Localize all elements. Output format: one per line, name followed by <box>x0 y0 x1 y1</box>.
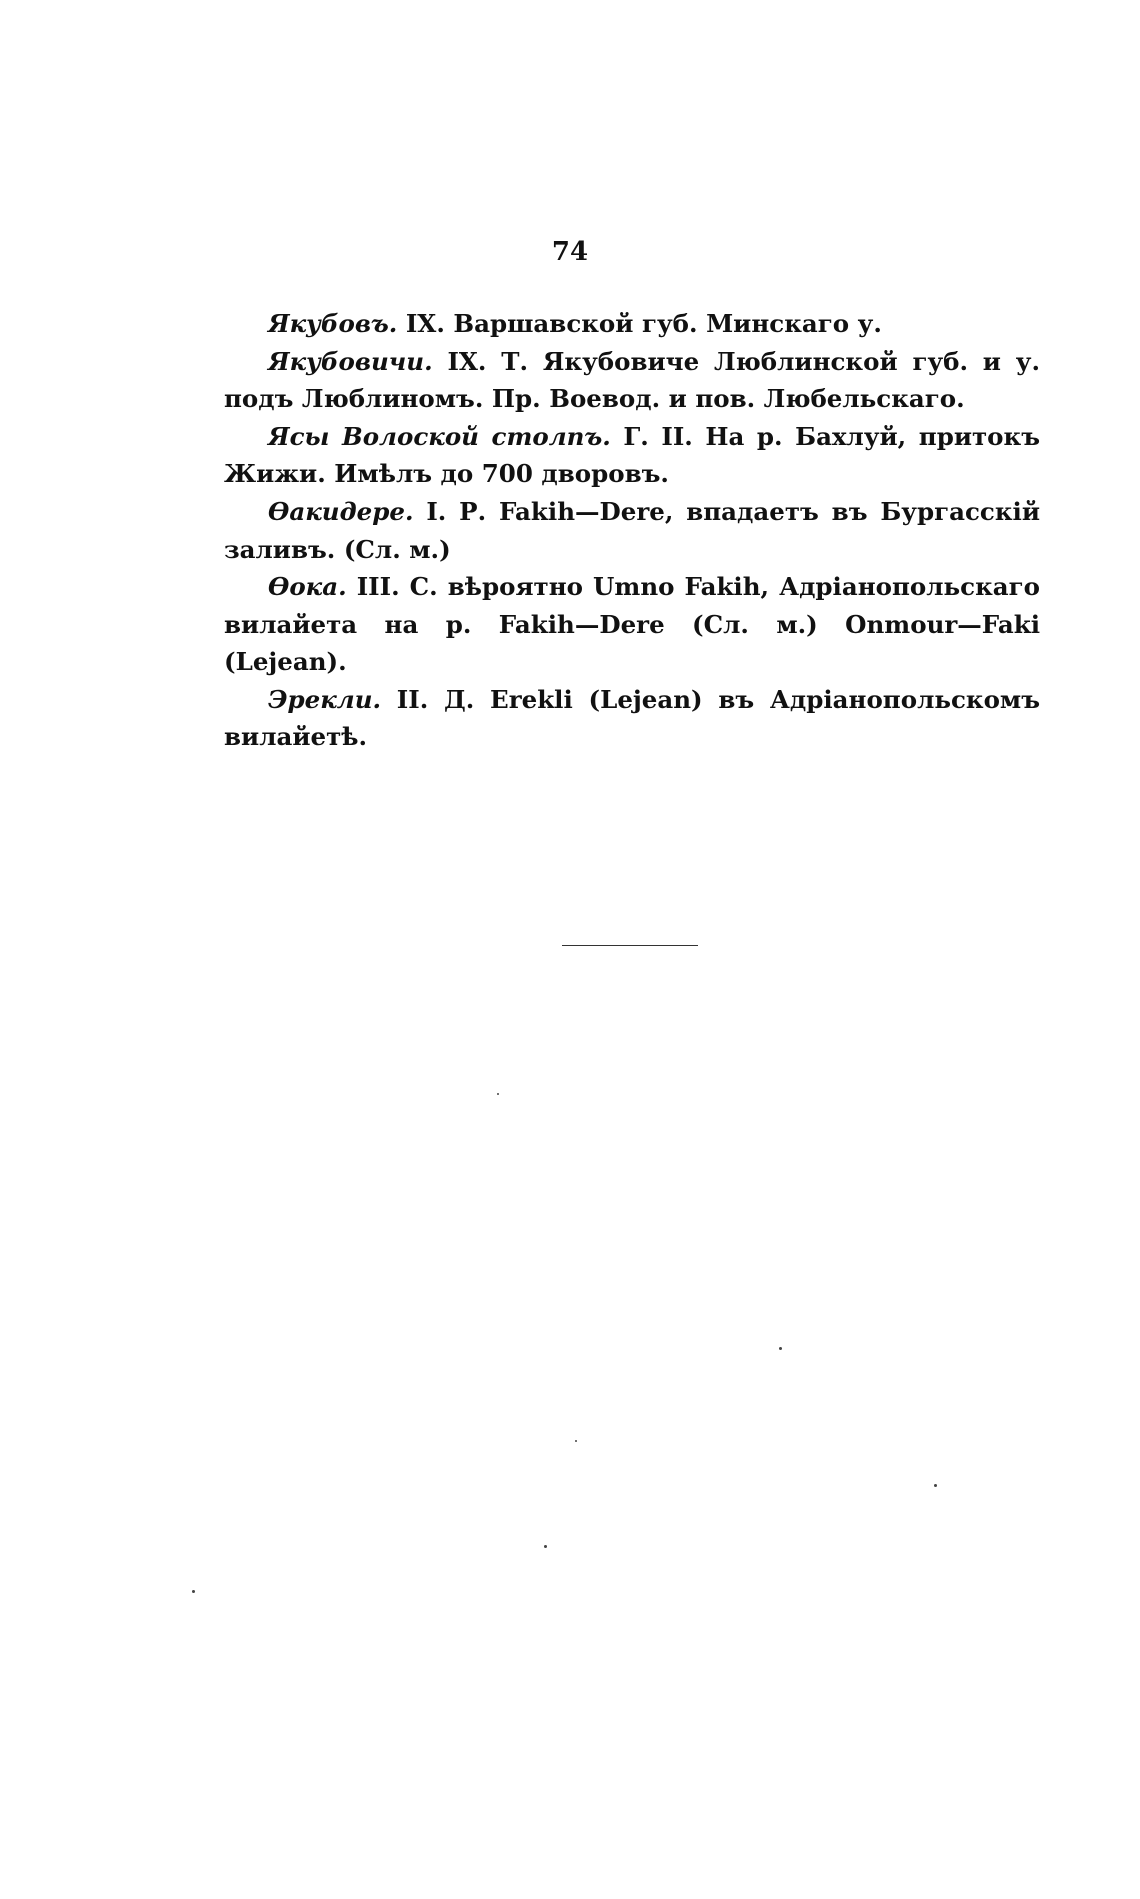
scan-speck <box>497 1093 499 1095</box>
scan-speck <box>575 1440 577 1442</box>
scan-speck <box>779 1347 782 1350</box>
entry-body: IX. Т. Якубовиче Люблинской губ. и у. подъ Люблиномъ. Пр. Воевод. и пов. Любельскаго. <box>224 346 1040 414</box>
entry-list <box>224 305 1040 756</box>
scan-speck <box>192 1590 195 1593</box>
entry-head: Ясы Волоской столпъ. <box>268 421 611 451</box>
entry <box>224 305 1040 343</box>
entry <box>224 681 1040 756</box>
entry-head: Ѳока. <box>268 572 347 602</box>
scan-speck <box>934 1484 937 1487</box>
entry <box>224 493 1040 568</box>
entry-body: III. С. вѣроятно Umno Fakih, Адріанопольскаго вилайета на р. Fakih—Dere (Сл. м.) Onmour—Faki (Lejean). <box>224 572 1041 677</box>
entry <box>224 568 1040 681</box>
entry-head: Ѳакидере. <box>268 497 414 527</box>
entry-body: Г. II. На р. Бахлуй, притокъ Жижи. Имѣлъ до 700 дворовъ. <box>224 421 1041 489</box>
page-number: 74 <box>551 237 589 267</box>
entry-body: I. Р. Fakih—Dere, впадаетъ въ Бургасскій заливъ. (Сл. м.) <box>224 497 1040 564</box>
entry-head: Якубовичи. <box>268 346 433 376</box>
entry <box>224 343 1040 418</box>
scan-speck <box>544 1545 547 1548</box>
entry-head: Якубовъ. <box>268 309 398 338</box>
entry-body: IX. Варшавской губ. Минскаго у. <box>405 309 882 338</box>
entry <box>224 418 1040 493</box>
entry-body: II. Д. Erekli (Lejean) въ Адріанопольскомъ вилайетѣ. <box>224 684 1040 752</box>
section-rule <box>562 945 698 946</box>
entry-head: Эрекли. <box>268 684 382 714</box>
